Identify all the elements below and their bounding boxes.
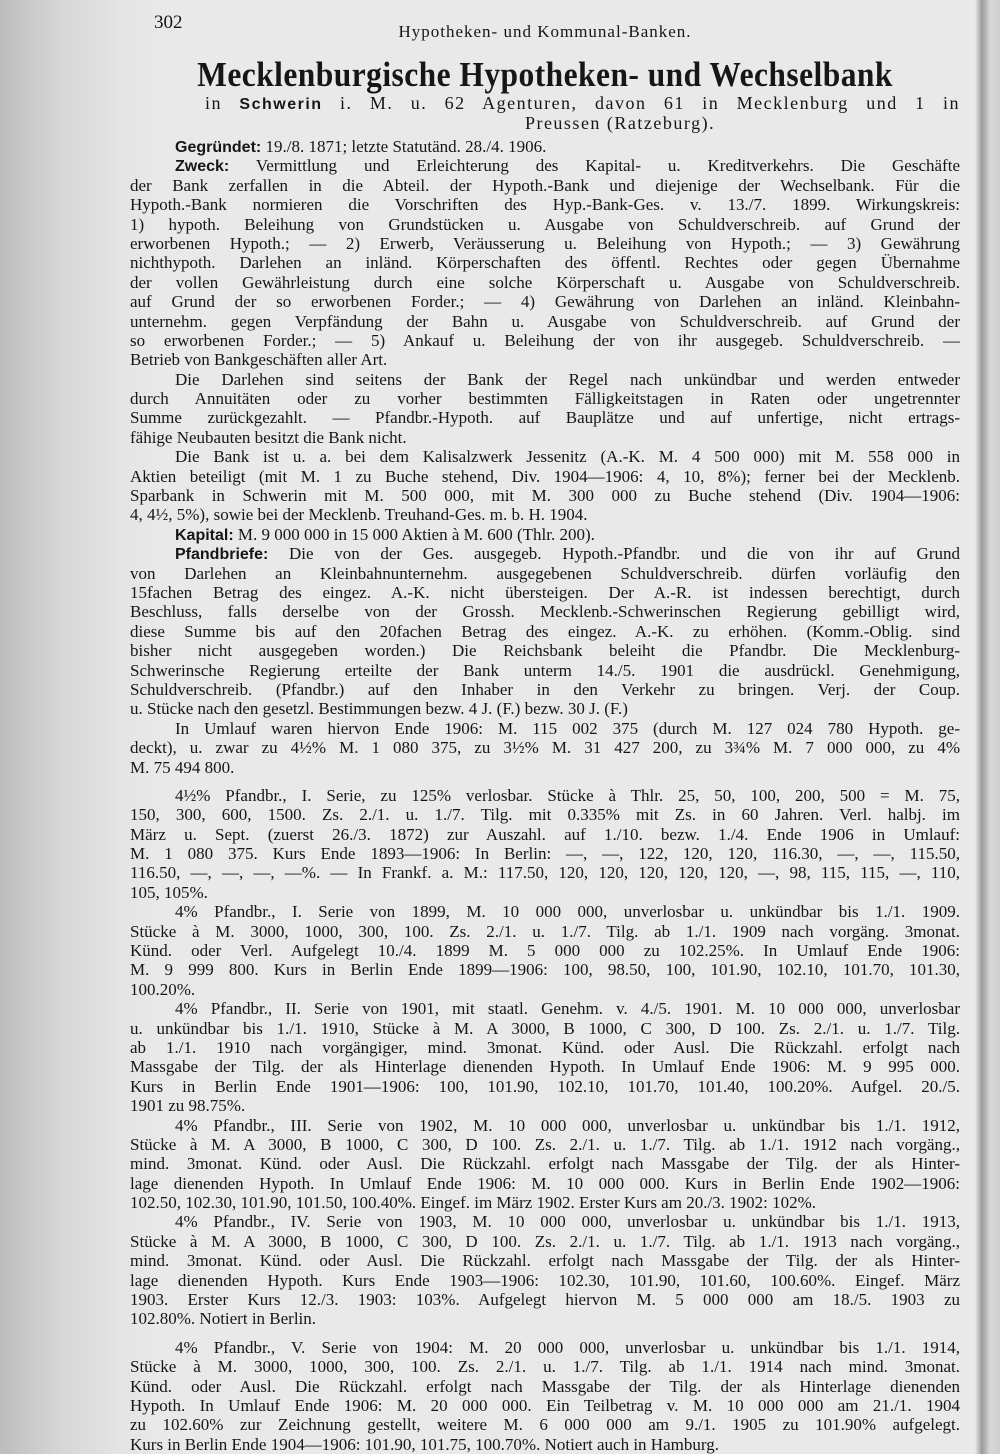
text-line bbox=[130, 805, 960, 824]
text-line bbox=[130, 137, 960, 156]
line-text: zu 102.60% zur Zeichnung gestellt, weitere M. 6 000 000 am 9./1. 1905 zu 101.90% aufgelegt. bbox=[130, 1415, 960, 1435]
line-text: 116.50, —, —, —, —%. — In Frankf. a. M.: 117.50, 120, 120, 120, 120, 120, —, 98, 115, 115, —, 110, bbox=[130, 863, 960, 883]
text-line bbox=[130, 1154, 960, 1173]
text-line bbox=[130, 622, 960, 641]
line-text: diese Summe bis auf den 20fachen Betrag des eingez. A.-K. zu erhöhen. (Komm.-Oblig. sind bbox=[130, 621, 960, 641]
line-text: M. 9 000 000 in 15 000 Aktien à M. 600 (Thlr. 200). bbox=[237, 524, 595, 544]
text-line bbox=[130, 1232, 960, 1251]
line-text: Schwerinsche Regierung erteilte der Bank unterm 14./5. 1901 die ausdrückl. Genehmigung, bbox=[130, 660, 960, 680]
paragraph bbox=[130, 902, 960, 999]
text-line bbox=[130, 941, 960, 960]
text-line bbox=[130, 428, 960, 447]
paragraph bbox=[130, 370, 960, 448]
line-text: Summe zurückgezahlt. — Pfandbr.-Hypoth. auf Bauplätze und auf unfertige, nicht ertrags- bbox=[130, 408, 960, 428]
text-line bbox=[130, 1193, 960, 1212]
line-text: 4% Pfandbr., II. Serie von 1901, mit staatl. Genehm. v. 4./5. 1901. M. 10 000 000, unverlosbar bbox=[175, 999, 960, 1019]
line-text: M. 75 494 800. bbox=[130, 757, 235, 777]
text-line bbox=[130, 312, 960, 331]
line-text: 15fachen Betrag des eingez. A.-K. nicht übersteigen. Der A.-R. ist indessen berechtigt, durch bbox=[130, 582, 960, 602]
line-text: nichthypoth. Darlehen an inländ. Körperschaften des öffentl. Rechtes oder gegen Übernahme bbox=[130, 253, 960, 273]
line-text: Stücke à M. A 3000, B 1000, C 300, D 100. Zs. 2./1. u. 1./7. Tilg. ab 1./1. 1913 nach vorgäng., bbox=[130, 1231, 960, 1251]
entry-body bbox=[130, 137, 960, 1454]
text-line bbox=[130, 1135, 960, 1154]
paragraph bbox=[130, 786, 960, 902]
text-line bbox=[130, 176, 960, 195]
line-text: fähige Neubauten besitzt die Bank nicht. bbox=[130, 427, 407, 447]
line-text: Betrieb von Bankgeschäften aller Art. bbox=[130, 350, 388, 370]
paragraph bbox=[130, 719, 960, 777]
text-line bbox=[130, 292, 960, 311]
line-text: 1903. Erster Kurs 12./3. 1903: 103%. Aufgelegt hiervon M. 5 000 000 am 18./5. 1903 zu bbox=[130, 1290, 960, 1310]
text-line bbox=[130, 564, 960, 583]
line-text: auf Grund der so erworbenen Forder.; — 4) Gewährung von Darlehen an inländ. Kleinbahn- bbox=[130, 292, 960, 312]
text-line bbox=[130, 215, 960, 234]
line-text: 4% Pfandbr., V. Serie von 1904: M. 20 000 000, unverlosbar u. unkündbar bis 1./1. 1914, bbox=[175, 1337, 960, 1357]
line-text: 4% Pfandbr., IV. Serie von 1903, M. 10 000 000, unverlosbar u. unkündbar bis 1./1. 1913, bbox=[175, 1212, 960, 1232]
text-line bbox=[130, 863, 960, 882]
text-line bbox=[130, 253, 960, 272]
line-text: 4, 4½, 5%), sowie bei der Mecklenb. Treuhand-Ges. m. b. H. 1904. bbox=[130, 505, 588, 525]
line-text: Hypoth. In Umlauf Ende 1906: M. 20 000 000. Ein Teilbetrag v. M. 10 000 000 am 21./1. 1904 bbox=[130, 1396, 960, 1415]
line-text: Die Darlehen sind seitens der Bank der Regel nach unkündbar und werden entweder bbox=[175, 369, 960, 389]
text-line bbox=[130, 1271, 960, 1290]
document-page bbox=[130, 10, 960, 1454]
paragraph bbox=[130, 525, 960, 544]
line-text: Stücke à M. 3000, 1000, 300, 100. Zs. 2./1. u. 1./7. Tilg. ab 1./1. 1914 nach mind. 3monat. bbox=[130, 1357, 960, 1377]
text-line bbox=[130, 1396, 960, 1415]
text-line bbox=[130, 350, 960, 369]
line-text: Stücke à M. 3000, 1000, 300, 100. Zs. 2./1. u. 1./7. Tilg. ab 1./1. 1909 nach vorgäng. 3monat. bbox=[130, 921, 960, 941]
line-text: Künd. oder Verl. Aufgelegt 10./4. 1899 M. 5 000 000 zu 102.25%. In Umlauf Ende 1906: bbox=[130, 941, 960, 961]
text-line bbox=[130, 525, 960, 544]
text-line bbox=[130, 960, 960, 979]
text-line bbox=[130, 1077, 960, 1096]
line-text: 102.80%. Notiert in Berlin. bbox=[130, 1309, 317, 1329]
text-line bbox=[130, 1116, 960, 1135]
line-text: 1901 zu 98.75%. bbox=[130, 1096, 246, 1116]
text-line bbox=[130, 1019, 960, 1038]
text-line bbox=[130, 1377, 960, 1396]
paragraph bbox=[130, 156, 960, 369]
line-text: Hypoth.-Bank normieren die Vorschriften des Hyp.-Bank-Ges. v. 13./7. 1899. Wirkungskreis: bbox=[130, 195, 960, 215]
text-line bbox=[130, 1057, 960, 1076]
text-line bbox=[130, 389, 960, 408]
text-line bbox=[130, 1096, 960, 1115]
text-line bbox=[130, 719, 960, 738]
line-text: Die von der Ges. ausgegeb. Hypoth.-Pfandbr. und die von ihr auf Grund bbox=[289, 544, 960, 564]
line-text: u. unkündbar bis 1./1. 1910, Stücke à M. A 3000, B 1000, C 300, D 100. Zs. 2./1. u. 1./7. Tilg. bbox=[130, 1018, 960, 1038]
text-line bbox=[130, 467, 960, 486]
entry-location-line2: Preussen (Ratzeburg). bbox=[524, 113, 716, 133]
running-header bbox=[130, 10, 960, 44]
text-line bbox=[130, 661, 960, 680]
section-label: Kapital: bbox=[175, 526, 234, 544]
text-line bbox=[130, 738, 960, 757]
paragraph bbox=[130, 1212, 960, 1328]
line-text: M. 1 080 375. Kurs Ende 1893—1906: In Berlin: —, —, 122, 120, 120, 116.30, —, —, 115.50, bbox=[130, 844, 960, 864]
text-line bbox=[130, 331, 960, 350]
line-text: März u. Sept. (zuerst 26./3. 1872) zur Auszahl. auf 1./10. bezw. 1./4. Ende 1906 in Umlauf: bbox=[130, 824, 960, 844]
text-line bbox=[130, 1357, 960, 1376]
text-line bbox=[130, 758, 960, 777]
text-line bbox=[130, 825, 960, 844]
line-text: Aktien beteiligt (mit M. 1 zu Buche stehend, Div. 1904—1906: 4, 10, 8%); ferner bei der Mecklenb. bbox=[130, 466, 960, 486]
text-line bbox=[130, 1174, 960, 1193]
text-line bbox=[130, 922, 960, 941]
text-line bbox=[130, 544, 960, 563]
line-text: 4% Pfandbr., I. Serie von 1899, M. 10 000 000, unverlosbar u. unkündbar bis 1./1. 1909. bbox=[175, 902, 960, 922]
line-text: ab 1./1. 1910 nach vorgängiger, mind. 3monat. Künd. oder Ausl. Die Rückzahl. erfolgt nach bbox=[130, 1037, 960, 1057]
line-text: der Bank zerfallen in die Abteil. der Hypoth.-Bank und diejenige der Wechselbank. Für die bbox=[130, 175, 960, 195]
section-label: Pfandbriefe: bbox=[175, 546, 269, 564]
section-label: Zweck: bbox=[175, 158, 230, 176]
line-text: mind. 3monat. Künd. oder Ausl. Die Rückzahl. erfolgt nach Massgabe der Tilg. der als Hinter- bbox=[130, 1251, 960, 1271]
running-title: Hypotheken- und Kommunal-Banken. bbox=[398, 22, 692, 41]
line-text: Die Bank ist u. a. bei dem Kalisalzwerk Jessenitz (A.-K. M. 4 500 000) mit M. 558 000 in bbox=[175, 447, 960, 467]
line-text: Schuldverschreib. (Pfandbr.) auf den Inhaber in den Verkehr zu bringen. Verj. der Coup. bbox=[130, 679, 960, 699]
location-city: Schwerin bbox=[239, 96, 323, 113]
line-text: 100.20%. bbox=[130, 979, 196, 999]
line-text: Massgabe der Tilg. der als Hinterlage dienenden Hypoth. In Umlauf Ende 1906: M. 9 995 000. bbox=[130, 1057, 960, 1077]
line-text: unternehm. gegen Verpfändung der Bahn u. Ausgabe von Schuldverschreib. auf Grund der bbox=[130, 311, 960, 331]
paragraph bbox=[130, 544, 960, 719]
text-line bbox=[130, 1251, 960, 1270]
text-line bbox=[130, 1338, 960, 1357]
line-text: erworbenen Hypoth.; — 2) Erwerb, Veräusserung u. Beleihung von Hypoth.; — 3) Gewährung bbox=[130, 233, 960, 253]
text-line bbox=[130, 1415, 960, 1434]
text-line bbox=[130, 1038, 960, 1057]
paragraph bbox=[130, 999, 960, 1115]
line-text: Vermittlung und Erleichterung des Kapital- u. Kreditverkehrs. Die Geschäfte bbox=[255, 156, 960, 176]
text-line bbox=[130, 234, 960, 253]
entry-title: Mecklenburgische Hypotheken- und Wechselbank bbox=[197, 55, 893, 94]
line-text: 4% Pfandbr., III. Serie von 1902, M. 10 000 000, unverlosbar u. unkündbar bis 1./1. 1912, bbox=[175, 1115, 960, 1135]
location-prefix: in bbox=[205, 93, 223, 113]
text-line bbox=[130, 786, 960, 805]
line-text: 1) hypoth. Beleihung von Grundstücken u. Ausgabe von Schuldverschreib. auf Grund der bbox=[130, 214, 960, 234]
location-rest: i. M. u. 62 Agenturen, davon 61 in Mecklenburg und 1 in bbox=[339, 93, 961, 113]
line-text: Künd. oder Ausl. Die Rückzahl. erfolgt nach Massgabe der Tilg. der als Hinterlage dienenden bbox=[130, 1376, 960, 1396]
paragraph bbox=[130, 137, 960, 156]
line-text: Sparbank in Schwerin mit M. 500 000, mit M. 300 000 zu Buche stehend (Div. 1904—1906: bbox=[130, 486, 960, 506]
paragraph bbox=[130, 1116, 960, 1213]
line-text: 105, 105%. bbox=[130, 882, 208, 902]
text-line bbox=[130, 980, 960, 999]
text-line bbox=[130, 699, 960, 718]
text-line bbox=[130, 902, 960, 921]
text-line bbox=[130, 583, 960, 602]
text-line bbox=[130, 505, 960, 524]
line-text: deckt), u. zwar zu 4½% M. 1 080 375, zu 3½% M. 31 427 200, zu 3¾% M. 7 000 000, zu 4% bbox=[130, 738, 960, 758]
line-text: Kurs in Berlin Ende 1904—1906: 101.90, 101.75, 100.70%. Notiert auch in Hamburg. bbox=[130, 1434, 719, 1454]
text-line bbox=[130, 999, 960, 1018]
line-text: 102.50, 102.30, 101.90, 101.50, 100.40%. Eingef. im März 1902. Erster Kurs am 20./3. 1902: 102%. bbox=[130, 1193, 817, 1213]
text-line bbox=[130, 370, 960, 389]
line-text: so erworbenen Forder.; — 5) Ankauf u. Beleihung der von ihr ausgegeb. Schuldverschreib. — bbox=[130, 330, 960, 350]
line-text: M. 9 999 800. Kurs in Berlin Ende 1899—1906: 100, 98.50, 100, 101.90, 102.10, 101.70, 101.30, bbox=[130, 960, 960, 980]
text-line bbox=[130, 1290, 960, 1309]
entry-location bbox=[205, 94, 960, 114]
text-line bbox=[130, 602, 960, 621]
line-text: der vollen Gewährleistung durch eine solche Körperschaft u. Ausgabe von Schuldverschreib. bbox=[130, 272, 960, 292]
text-line bbox=[130, 408, 960, 427]
text-line bbox=[130, 680, 960, 699]
line-text: 19./8. 1871; letzte Statutänd. 28./4. 1906. bbox=[265, 137, 547, 156]
text-line bbox=[130, 486, 960, 505]
line-text: Beschluss, falls derselbe von der Grossh. Mecklenb.-Schwerinschen Regierung gebilligt wird, bbox=[130, 602, 960, 622]
line-text: Stücke à M. A 3000, B 1000, C 300, D 100. Zs. 2./1. u. 1./7. Tilg. ab 1./1. 1912 nach vorgäng., bbox=[130, 1134, 960, 1154]
line-text: u. Stücke nach den gesetzl. Bestimmungen bezw. 4 J. (F.) bezw. 30 J. (F.) bbox=[130, 699, 628, 719]
text-line bbox=[130, 1435, 960, 1454]
line-text: 150, 300, 600, 1500. Zs. 2./1. u. 1./7. Tilg. mit 0.335% mit Zs. in 60 Jahren. Verl. halbj. im bbox=[130, 805, 960, 825]
text-line bbox=[130, 1212, 960, 1231]
line-text: durch Annuitäten oder zu vorher bestimmten Fälligkeitstagen in Raten oder ungetrennter bbox=[130, 389, 960, 409]
line-text: In Umlauf waren hiervon Ende 1906: M. 115 002 375 (durch M. 127 024 780 Hypoth. ge- bbox=[175, 718, 960, 738]
line-text: von Darlehen an Kleinbahnunternehm. ausgegebenen Schuldverschreib. dürfen vorläufig den bbox=[130, 563, 960, 583]
line-text: lage dienenden Hypoth. In Umlauf Ende 1906: M. 10 000 000. Kurs in Berlin Ende 1902—1906: bbox=[130, 1173, 960, 1193]
line-text: lage dienenden Hypoth. Kurs Ende 1903—1906: 102.30, 101.90, 101.60, 100.60%. Eingef. März bbox=[130, 1270, 960, 1290]
text-line bbox=[130, 156, 960, 175]
text-line bbox=[130, 641, 960, 660]
line-text: mind. 3monat. Künd. oder Ausl. Die Rückzahl. erfolgt nach Massgabe der Tilg. der als Hinter- bbox=[130, 1154, 960, 1174]
page-number: 302 bbox=[154, 12, 183, 33]
text-line bbox=[130, 883, 960, 902]
text-line bbox=[130, 844, 960, 863]
text-line bbox=[130, 1309, 960, 1328]
line-text: 4½% Pfandbr., I. Serie, zu 125% verlosbar. Stücke à Thlr. 25, 50, 100, 200, 500 = M. 75, bbox=[175, 785, 960, 805]
paragraph bbox=[130, 1338, 960, 1454]
text-line bbox=[130, 447, 960, 466]
line-text: bisher nicht ausgegeben worden.) Die Reichsbank beleiht die Pfandbr. Die Mecklenburg- bbox=[130, 641, 960, 661]
paragraph bbox=[130, 447, 960, 525]
text-line bbox=[130, 195, 960, 214]
section-label: Gegründet: bbox=[175, 139, 262, 156]
line-text: Kurs in Berlin Ende 1901—1906: 100, 101.90, 102.10, 101.70, 101.40, 100.20%. Aufgel. 20./5. bbox=[130, 1076, 960, 1096]
text-line bbox=[130, 273, 960, 292]
